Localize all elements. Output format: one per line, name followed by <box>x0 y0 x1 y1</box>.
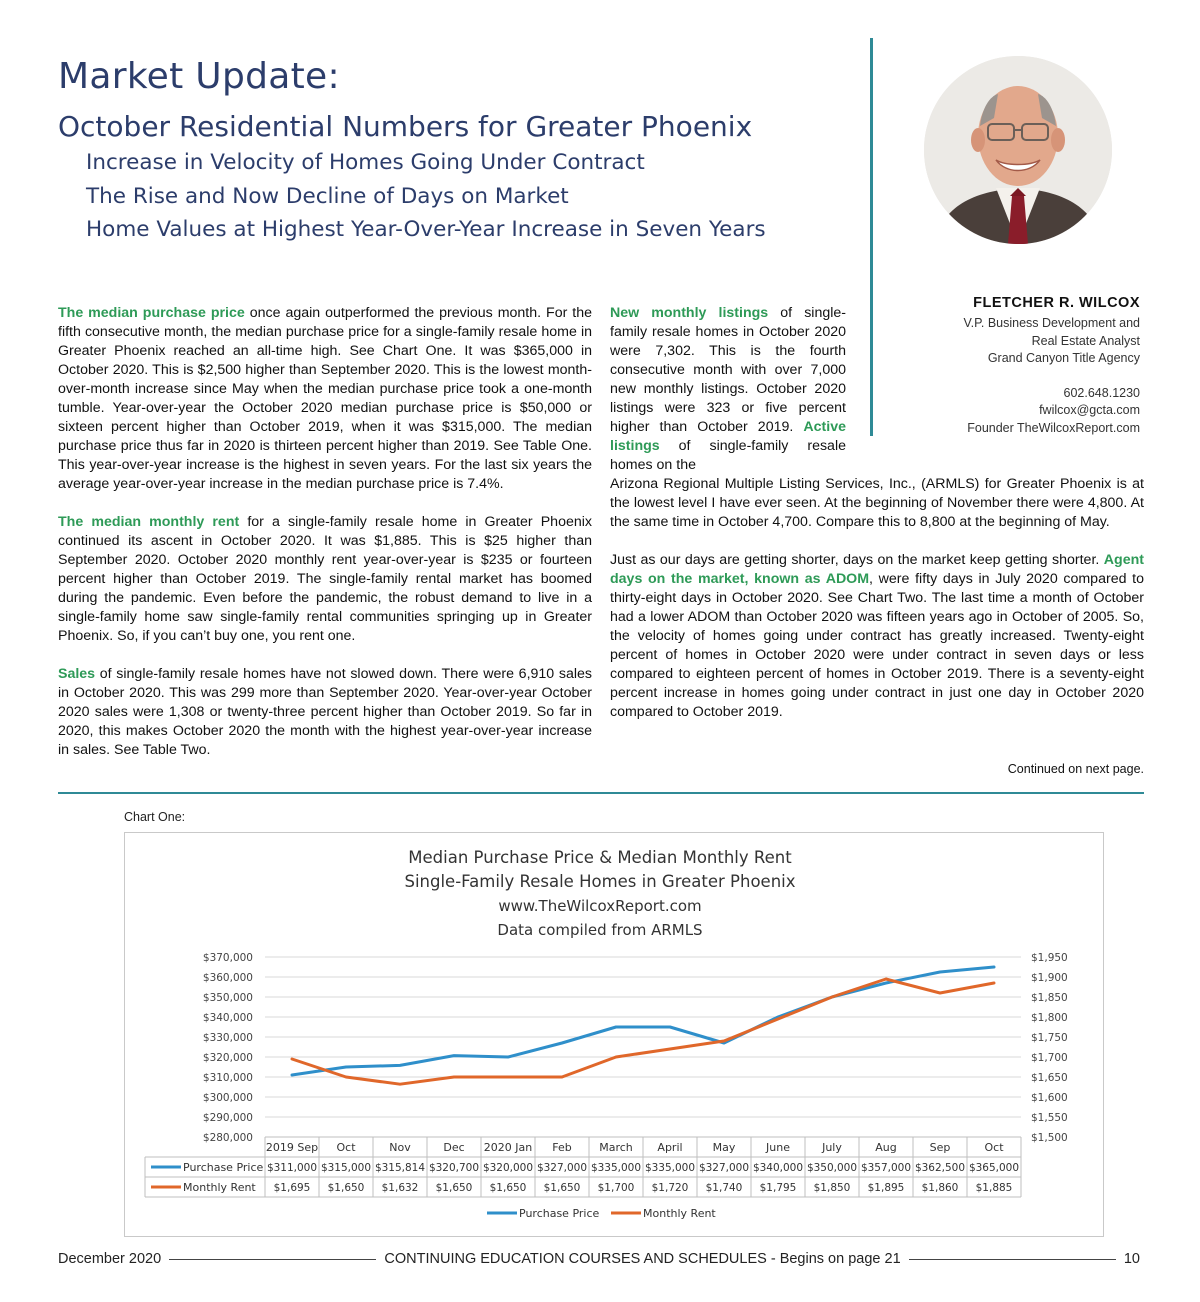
y-right-tick-label: $1,600 <box>1031 1092 1068 1104</box>
table-value-label: $335,000 <box>644 1162 696 1174</box>
x-category-label: Feb <box>552 1141 572 1154</box>
chart-svg <box>125 833 1103 1236</box>
y-right-tick-label: $1,800 <box>1031 1012 1068 1024</box>
author-company: Grand Canyon Title Agency <box>987 351 1140 365</box>
paragraph-sales: Sales of single-family resale homes have not slowed down. There were 6,910 sales in October 2020. This was 299 more than September 2020. Year-over-year October 2020 sales were 1,308 or twenty-three percent higher than October 2019. So far in 2020, this makes October 2020 the month with the highest year-over-year increase in sales. See Table Two. <box>58 666 592 758</box>
y-left-tick-label: $280,000 <box>202 1132 253 1144</box>
chart-title-line-4: Data compiled from ARMLS <box>497 921 703 939</box>
x-category-label: Nov <box>389 1141 411 1154</box>
table-value-label: $315,814 <box>374 1162 426 1174</box>
footer-center: CONTINUING EDUCATION COURSES AND SCHEDULES - Begins on page 21 <box>384 1251 901 1267</box>
chart-title-line-2: Single-Family Resale Homes in Greater Phoenix <box>404 872 796 891</box>
series-line-monthly-rent <box>292 979 994 1084</box>
x-category-label: Oct <box>984 1141 1004 1154</box>
x-category-label: Dec <box>443 1141 465 1154</box>
vertical-divider <box>870 38 873 436</box>
table-value-label: $1,650 <box>543 1182 581 1194</box>
headline-list <box>86 148 866 249</box>
highlight-adom: Agent days on the market, known as ADOM <box>610 552 1144 587</box>
table-value-label: $1,632 <box>381 1182 419 1194</box>
table-value-label: $320,000 <box>482 1162 534 1174</box>
page-number: 10 <box>1123 1251 1140 1267</box>
footer-rule-left <box>169 1259 376 1260</box>
author-title-2: Real Estate Analyst <box>1031 333 1140 348</box>
author-portrait-image <box>924 56 1112 244</box>
table-value-label: $327,000 <box>536 1162 588 1174</box>
x-category-label: 2020 Jan <box>483 1141 533 1154</box>
table-value-label: $1,860 <box>921 1182 959 1194</box>
paragraph-new-listings: New monthly listings of single-family resale homes in October 2020 were 7,302. This is the fourth consecutive month with over 7,000 new monthly listings. October 2020 listings were 323 or five percent higher than October 2019. Active listings of single-family resale homes on the <box>610 305 846 473</box>
author-founder: Founder TheWilcoxReport.com <box>967 420 1140 435</box>
author-title-1: V.P. Business Development and <box>963 316 1140 330</box>
table-value-label: $1,740 <box>705 1182 743 1194</box>
highlight-new-listings: New monthly listings <box>610 305 769 321</box>
table-value-label: $1,700 <box>597 1182 635 1194</box>
paragraph-median-price: The median purchase price once again outperformed the previous month. For the fifth consecutive month, the median purchase price for a single-family resale home in Greater Phoenix reached an all-time high. See Chart One. It was $365,000 in October 2020. This is $2,500 higher than September 2020. This is the lowest month-over-month increase since May when the median purchase price took a one-month tumble. Year-over-year the October 2020 median purchase price is $50,000 or sixteen percent higher than October 2019, when it was $315,000. The median purchase price thus far in 2020 is thirteen percent higher than 2019. See Table One. This year-over-year increase is the highest in seven years. For the last six years the average year-over-year increase in the median purchase price is 7.4%. <box>58 305 593 492</box>
table-value-label: $1,650 <box>435 1182 473 1194</box>
table-value-label: $1,895 <box>867 1182 905 1194</box>
legend-label: Monthly Rent <box>643 1207 716 1220</box>
article-column-right-top <box>610 304 846 494</box>
continued-note: Continued on next page. <box>1007 762 1144 776</box>
paragraph-armls: Arizona Regional Multiple Listing Services, Inc., (ARMLS) for Greater Phoenix is at the lowest level I have ever seen. At the beginning of November there were 4,800. At the same time in October 4,700. Compare this to 8,800 at the beginning of May. <box>610 476 1144 530</box>
table-value-label: $335,000 <box>590 1162 642 1174</box>
table-series-name: Monthly Rent <box>183 1181 256 1194</box>
series-line-purchase-price <box>292 967 994 1075</box>
author-block <box>880 295 1140 437</box>
chart-one <box>124 832 1104 1237</box>
y-left-tick-label: $300,000 <box>202 1092 253 1104</box>
chart-title-line-3: www.TheWilcoxReport.com <box>498 897 702 915</box>
page-title: Market Update: <box>58 56 340 97</box>
x-category-label: June <box>766 1141 790 1154</box>
y-left-tick-label: $290,000 <box>202 1112 253 1124</box>
y-right-tick-label: $1,500 <box>1031 1132 1068 1144</box>
x-category-label: Aug <box>875 1141 897 1154</box>
y-right-tick-label: $1,700 <box>1031 1052 1068 1064</box>
highlight-median-price: The median purchase price <box>58 305 245 321</box>
highlight-sales: Sales <box>58 666 96 682</box>
table-value-label: $311,000 <box>266 1162 318 1174</box>
x-category-label: Sep <box>929 1141 951 1154</box>
table-value-label: $1,720 <box>651 1182 689 1194</box>
headline-1: Increase in Velocity of Homes Going Under Contract <box>86 150 645 175</box>
x-category-label: Oct <box>336 1141 356 1154</box>
y-right-tick-label: $1,900 <box>1031 972 1068 984</box>
article-column-right <box>610 475 1144 741</box>
headline-3: Home Values at Highest Year-Over-Year Increase in Seven Years <box>86 217 766 242</box>
y-left-tick-label: $340,000 <box>202 1012 253 1024</box>
author-phone: 602.648.1230 <box>1063 385 1140 400</box>
page-subtitle: October Residential Numbers for Greater Phoenix <box>58 110 753 143</box>
y-left-tick-label: $360,000 <box>202 972 253 984</box>
y-right-tick-label: $1,650 <box>1031 1072 1068 1084</box>
page-footer <box>58 1249 1140 1269</box>
author-photo <box>924 56 1112 244</box>
y-right-tick-label: $1,550 <box>1031 1112 1068 1124</box>
y-left-tick-label: $370,000 <box>202 952 253 964</box>
chart-label: Chart One: <box>124 810 186 824</box>
horizontal-divider <box>58 792 1144 794</box>
y-right-tick-label: $1,950 <box>1031 952 1068 964</box>
y-right-tick-label: $1,850 <box>1031 992 1068 1004</box>
table-value-label: $1,795 <box>759 1182 797 1194</box>
table-value-label: $1,650 <box>327 1182 365 1194</box>
table-value-label: $1,650 <box>489 1182 527 1194</box>
author-email: fwilcox@gcta.com <box>1039 403 1140 417</box>
table-value-label: $1,850 <box>813 1182 851 1194</box>
y-left-tick-label: $320,000 <box>202 1052 253 1064</box>
x-category-label: April <box>657 1141 683 1154</box>
article-column-left <box>58 304 592 779</box>
y-right-tick-label: $1,750 <box>1031 1032 1068 1044</box>
chart-title-line-1: Median Purchase Price & Median Monthly Rent <box>408 848 792 867</box>
table-value-label: $362,500 <box>914 1162 966 1174</box>
legend-label: Purchase Price <box>519 1207 600 1220</box>
table-value-label: $350,000 <box>806 1162 858 1174</box>
table-value-label: $357,000 <box>860 1162 912 1174</box>
x-category-label: 2019 Sep <box>265 1141 319 1154</box>
author-name: FLETCHER R. WILCOX <box>973 295 1140 311</box>
table-value-label: $320,700 <box>428 1162 480 1174</box>
highlight-active-listings: Active listings <box>610 419 846 454</box>
highlight-median-rent: The median monthly rent <box>58 514 240 530</box>
table-value-label: $340,000 <box>752 1162 804 1174</box>
table-value-label: $315,000 <box>320 1162 372 1174</box>
x-category-label: March <box>599 1141 633 1154</box>
paragraph-adom: Just as our days are getting shorter, days on the market keep getting shorter. Agent days on the market, known as ADOM, were fifty days in July 2020 compared to thirty-eight days in October 2020. See Chart Two. The last time a month of October had a lower ADOM than October 2020 was fifteen years ago in October of 2005. So, the velocity of homes going under contract has greatly increased. Twenty-eight percent of homes in October 2020 were under contract in seven days or less compared to eighteen percent of homes in October 2019. There is a seventy-eight percent increase in homes going under contract in just one day in October 2020 compared to October 2019. <box>610 552 1144 720</box>
headline-2: The Rise and Now Decline of Days on Market <box>86 183 569 209</box>
table-value-label: $1,885 <box>975 1182 1013 1194</box>
footer-rule-right <box>909 1259 1116 1260</box>
footer-date: December 2020 <box>58 1251 162 1267</box>
table-value-label: $365,000 <box>968 1162 1020 1174</box>
y-left-tick-label: $350,000 <box>202 992 253 1004</box>
y-left-tick-label: $310,000 <box>202 1072 253 1084</box>
table-value-label: $327,000 <box>698 1162 750 1174</box>
x-category-label: May <box>712 1141 736 1154</box>
table-series-name: Purchase Price <box>183 1161 264 1174</box>
x-category-label: July <box>822 1141 842 1154</box>
y-left-tick-label: $330,000 <box>202 1032 253 1044</box>
paragraph-median-rent: The median monthly rent for a single-family resale home in Greater Phoenix continued its ascent in October 2020. It was $1,885. This is $25 higher than September 2020. October 2020 monthly rent year-over-year is $235 or fourteen percent higher than October 2019. The single-family rental market has boomed during the pandemic. Even before the pandemic, the robust demand to live in a single-family home saw single-family rental communities springing up in Greater Phoenix. So, if you can’t buy one, you rent one. <box>58 514 592 644</box>
table-value-label: $1,695 <box>273 1182 311 1194</box>
